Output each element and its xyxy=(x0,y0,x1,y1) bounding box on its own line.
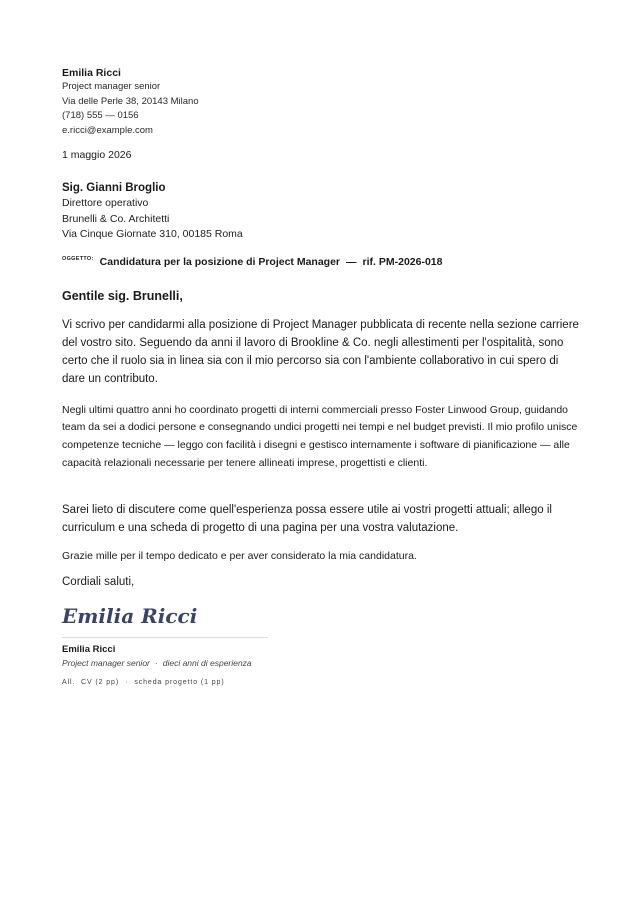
sender-address: Via delle Perle 38, 20143 Milano xyxy=(62,95,199,107)
sender-name: Emilia Ricci xyxy=(62,67,121,79)
signature-experience: dieci anni di esperienza xyxy=(162,658,252,669)
sender-title: Project manager senior xyxy=(62,81,161,92)
recipient-name: Sig. Gianni Broglio xyxy=(62,182,166,194)
letter-date: 1 maggio 2026 xyxy=(62,149,132,161)
sender-email: e.ricci@example.com xyxy=(62,124,153,136)
sender-block xyxy=(62,67,578,138)
attachments-line xyxy=(62,678,578,688)
body-paragraph-3: Sarei lieto di discutere come quell'esperienza possa essere utile ai vostri progetti attuali; allego il curriculum e una scheda di progetto di una pagina per una vostra valutazione. xyxy=(62,503,552,535)
salutation: Gentile sig. Brunelli, xyxy=(62,288,183,303)
sender-phone: (718) 555 — 0156 xyxy=(62,110,139,121)
subject-line xyxy=(62,255,578,269)
signature-meta xyxy=(62,657,578,670)
recipient-address: Via Cinque Giornate 310, 00185 Roma xyxy=(62,228,243,240)
signature-divider xyxy=(62,637,268,638)
body-paragraph-4: Grazie mille per il tempo dedicato e per aver considerato la mia candidatura. xyxy=(62,550,417,563)
subject-text: Candidatura per la posizione di Project Manager xyxy=(99,255,341,268)
subject-label: OGGETTO: xyxy=(62,255,94,262)
body-paragraph-1: Vi scrivo per candidarmi alla posizione di Project Manager pubblicata di recente nella sezione carriere del vostro sito. Seguendo da anni il lavoro di Brookline & Co. negli allestimenti per l'ospitalità, sono certo che il ruolo sia in linea sia con il mio percorso sia con l'ambiente collaborativo in cui spero di dare un contributo. xyxy=(62,318,579,386)
attachment-project-sheet: scheda progetto (1 pp) xyxy=(134,679,225,687)
recipient-block xyxy=(62,181,578,243)
attachments-separator: · xyxy=(125,679,129,687)
body-paragraph-2: Negli ultimi quattro anni ho coordinato progetti di interni commerciali presso Foster Linwood Group, guidando team da sei a dodici persone e consegnando undici progetti nei tempi e nel budget previsti. Il mio profilo unisce competenze tecniche — leggo con facilità i disegni e gestisco internamente i software di pianificazione — alle capacità relazionali necessarie per tenere allineati imprese, progettisti e clienti. xyxy=(62,403,578,470)
attachments-prefix: All. xyxy=(62,679,76,687)
recipient-role: Direttore operativo xyxy=(62,197,149,209)
attachment-cv: CV (2 pp) xyxy=(81,679,120,687)
handwritten-signature: Emilia Ricci xyxy=(62,604,198,629)
subject-reference: rif. PM-2026-018 xyxy=(362,255,443,268)
signature-name: Emilia Ricci xyxy=(62,644,116,656)
signature-separator: · xyxy=(154,658,158,669)
signature-title: Project manager senior xyxy=(62,658,150,669)
subject-separator: — xyxy=(346,255,357,268)
recipient-company: Brunelli & Co. Architetti xyxy=(62,212,170,225)
closing: Cordiali saluti, xyxy=(62,576,135,589)
